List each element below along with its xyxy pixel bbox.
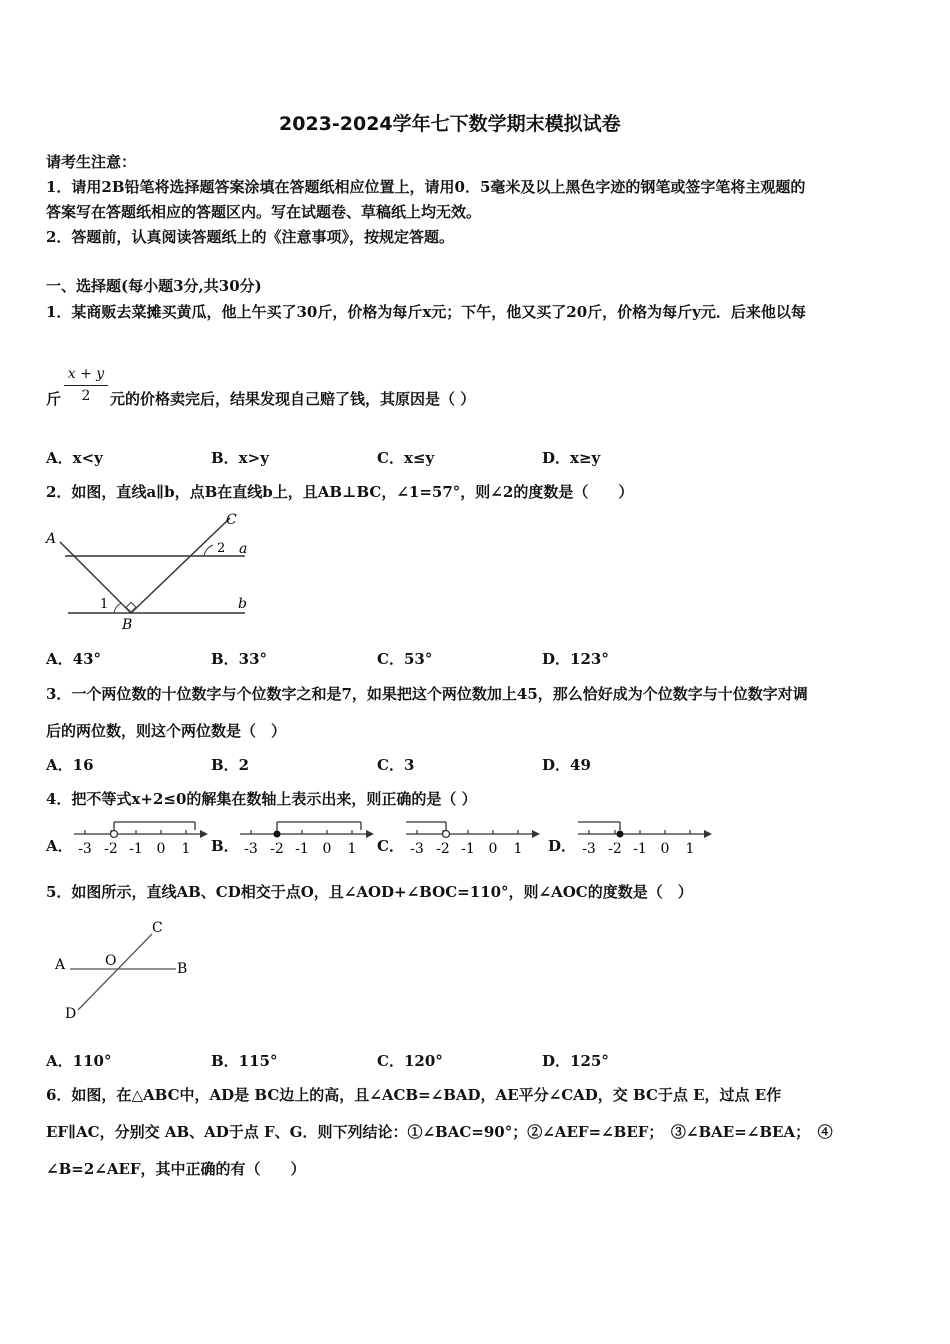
q6-line-3: ∠B=2∠AEF，其中正确的有（ ） bbox=[46, 1160, 306, 1178]
tick-label: -3 bbox=[244, 841, 258, 857]
q3-option-a[interactable]: A．16 bbox=[46, 756, 94, 774]
label-O: O bbox=[105, 953, 117, 969]
segment-ab bbox=[60, 542, 131, 613]
label-b: b bbox=[238, 596, 247, 612]
q2-text: 2．如图，直线a∥b，点B在直线b上，且AB⊥BC，∠1=57°，则∠2的度数是（ ） bbox=[46, 483, 634, 501]
right-angle-mark bbox=[126, 602, 136, 612]
q3-option-b[interactable]: B．2 bbox=[211, 756, 250, 774]
q3-line-1: 3．一个两位数的十位数字与个位数字之和是7，如果把这个两位数加上45，那么恰好成为个位数字与十位数字对调 bbox=[46, 685, 808, 703]
q4-option-b-number-line[interactable] bbox=[236, 816, 376, 860]
tick-label: -2 bbox=[436, 841, 450, 857]
label-angle-2: 2 bbox=[217, 541, 226, 556]
axis bbox=[406, 830, 540, 838]
tick-label: -1 bbox=[129, 841, 143, 857]
q4-option-c-letter[interactable]: C． bbox=[377, 837, 404, 855]
notice-heading: 请考生注意： bbox=[46, 153, 137, 171]
q1-line-1: 1．某商贩去菜摊买黄瓜，他上午买了30斤，价格为每斤x元；下午，他又买了20斤，价格为每斤y元．后来他以每 bbox=[46, 303, 806, 321]
q2-option-b[interactable]: B．33° bbox=[211, 650, 268, 668]
q5-option-b[interactable]: B．115° bbox=[211, 1052, 278, 1070]
q1-fraction-denominator: 2 bbox=[81, 388, 91, 404]
q1-option-b[interactable]: B．x>y bbox=[211, 449, 269, 467]
q4-option-a-number-line[interactable] bbox=[70, 816, 210, 860]
q2-option-d[interactable]: D．123° bbox=[542, 650, 609, 668]
tick-label: 0 bbox=[660, 841, 670, 857]
tick-label: 1 bbox=[685, 841, 695, 857]
tick-label: -3 bbox=[78, 841, 92, 857]
q6-line-1: 6．如图，在△ABC中，AD是 BC边上的高，且∠ACB=∠BAD，AE平分∠CAD，交 BC于点 E，过点 E作 bbox=[46, 1086, 782, 1104]
segment-bc bbox=[131, 518, 230, 613]
q4-option-a-letter[interactable]: A． bbox=[46, 837, 73, 855]
tick-label: -2 bbox=[270, 841, 284, 857]
label-angle-1: 1 bbox=[100, 597, 109, 612]
tick-label: 1 bbox=[347, 841, 357, 857]
q1-fraction-numerator: x + y bbox=[67, 366, 105, 382]
q2-option-c[interactable]: C．53° bbox=[377, 650, 433, 668]
axis bbox=[74, 830, 208, 838]
q2-option-a[interactable]: A．43° bbox=[46, 650, 102, 668]
notice-line-2: 2．答题前，认真阅读答题纸上的《注意事项》，按规定答题。 bbox=[46, 228, 454, 246]
tick-label: -1 bbox=[633, 841, 647, 857]
q5-figure bbox=[48, 912, 208, 1027]
tick-label: -2 bbox=[608, 841, 622, 857]
q4-option-c-number-line[interactable] bbox=[402, 816, 542, 860]
q5-option-d[interactable]: D．125° bbox=[542, 1052, 609, 1070]
q1-fraction bbox=[64, 366, 108, 405]
label-A: A bbox=[46, 531, 57, 547]
q5-option-c[interactable]: C．120° bbox=[377, 1052, 443, 1070]
tick-label: -3 bbox=[410, 841, 424, 857]
axis bbox=[240, 830, 374, 838]
q3-option-d[interactable]: D．49 bbox=[542, 756, 591, 774]
axis bbox=[578, 830, 712, 838]
label-A: A bbox=[55, 957, 66, 973]
closed-point bbox=[617, 831, 624, 838]
q4-text: 4．把不等式x+2≤0的解集在数轴上表示出来，则正确的是（ ） bbox=[46, 790, 477, 808]
tick-label: -1 bbox=[295, 841, 309, 857]
q3-line-2: 后的两位数，则这个两位数是（ ） bbox=[46, 722, 287, 740]
q1-option-d[interactable]: D．x≥y bbox=[542, 449, 601, 467]
tick-label: 0 bbox=[322, 841, 332, 857]
open-point bbox=[111, 831, 118, 838]
label-D: D bbox=[65, 1006, 77, 1022]
q4-option-d-number-line[interactable] bbox=[574, 816, 714, 860]
tick-label: 1 bbox=[181, 841, 191, 857]
section-heading: 一、选择题(每小题3分,共30分) bbox=[46, 277, 262, 295]
angle-2-arc bbox=[204, 545, 213, 556]
q5-text: 5．如图所示，直线AB、CD相交于点O，且∠AOD+∠BOC=110°，则∠AOC的度数是（ ） bbox=[46, 883, 693, 901]
tick-label: 0 bbox=[488, 841, 498, 857]
label-C: C bbox=[152, 920, 163, 936]
closed-point bbox=[274, 831, 281, 838]
q6-line-2: EF∥AC，分别交 AB、AD于点 F、G．则下列结论：①∠BAC=90°；②∠AEF=∠BEF； ③∠BAE=∠BEA； ④ bbox=[46, 1123, 833, 1141]
q1-option-c[interactable]: C．x≤y bbox=[377, 449, 435, 467]
q4-option-d-letter[interactable]: D． bbox=[548, 837, 577, 855]
label-B: B bbox=[122, 617, 133, 633]
open-point bbox=[443, 831, 450, 838]
q2-figure bbox=[40, 505, 260, 635]
q1-suffix: 元的价格卖完后，结果发现自己赔了钱，其原因是（ ） bbox=[110, 390, 476, 408]
notice-line-1b: 答案写在答题纸相应的答题区内。写在试题卷、草稿纸上均无效。 bbox=[46, 203, 482, 221]
tick-label: -3 bbox=[582, 841, 596, 857]
label-a: a bbox=[239, 541, 248, 557]
q4-option-b-letter[interactable]: B． bbox=[211, 837, 239, 855]
q3-option-c[interactable]: C．3 bbox=[377, 756, 415, 774]
tick-label: -1 bbox=[461, 841, 475, 857]
q1-option-a[interactable]: A．x<y bbox=[46, 449, 103, 467]
q1-prefix: 斤 bbox=[46, 390, 62, 408]
q5-option-a[interactable]: A．110° bbox=[46, 1052, 112, 1070]
tick-label: -2 bbox=[104, 841, 118, 857]
tick-label: 0 bbox=[156, 841, 166, 857]
notice-line-1a: 1．请用2B铅笔将选择题答案涂填在答题纸相应位置上，请用0．5毫米及以上黑色字迹的钢笔或签字笔将主观题的 bbox=[46, 178, 806, 196]
q1-fraction-bar bbox=[64, 385, 108, 386]
line-cd bbox=[78, 934, 152, 1010]
label-C: C bbox=[226, 512, 237, 528]
label-B: B bbox=[177, 961, 188, 977]
angle-1-arc bbox=[114, 603, 121, 613]
tick-label: 1 bbox=[513, 841, 523, 857]
page-title: 2023-2024学年七下数学期末模拟试卷 bbox=[279, 113, 621, 135]
